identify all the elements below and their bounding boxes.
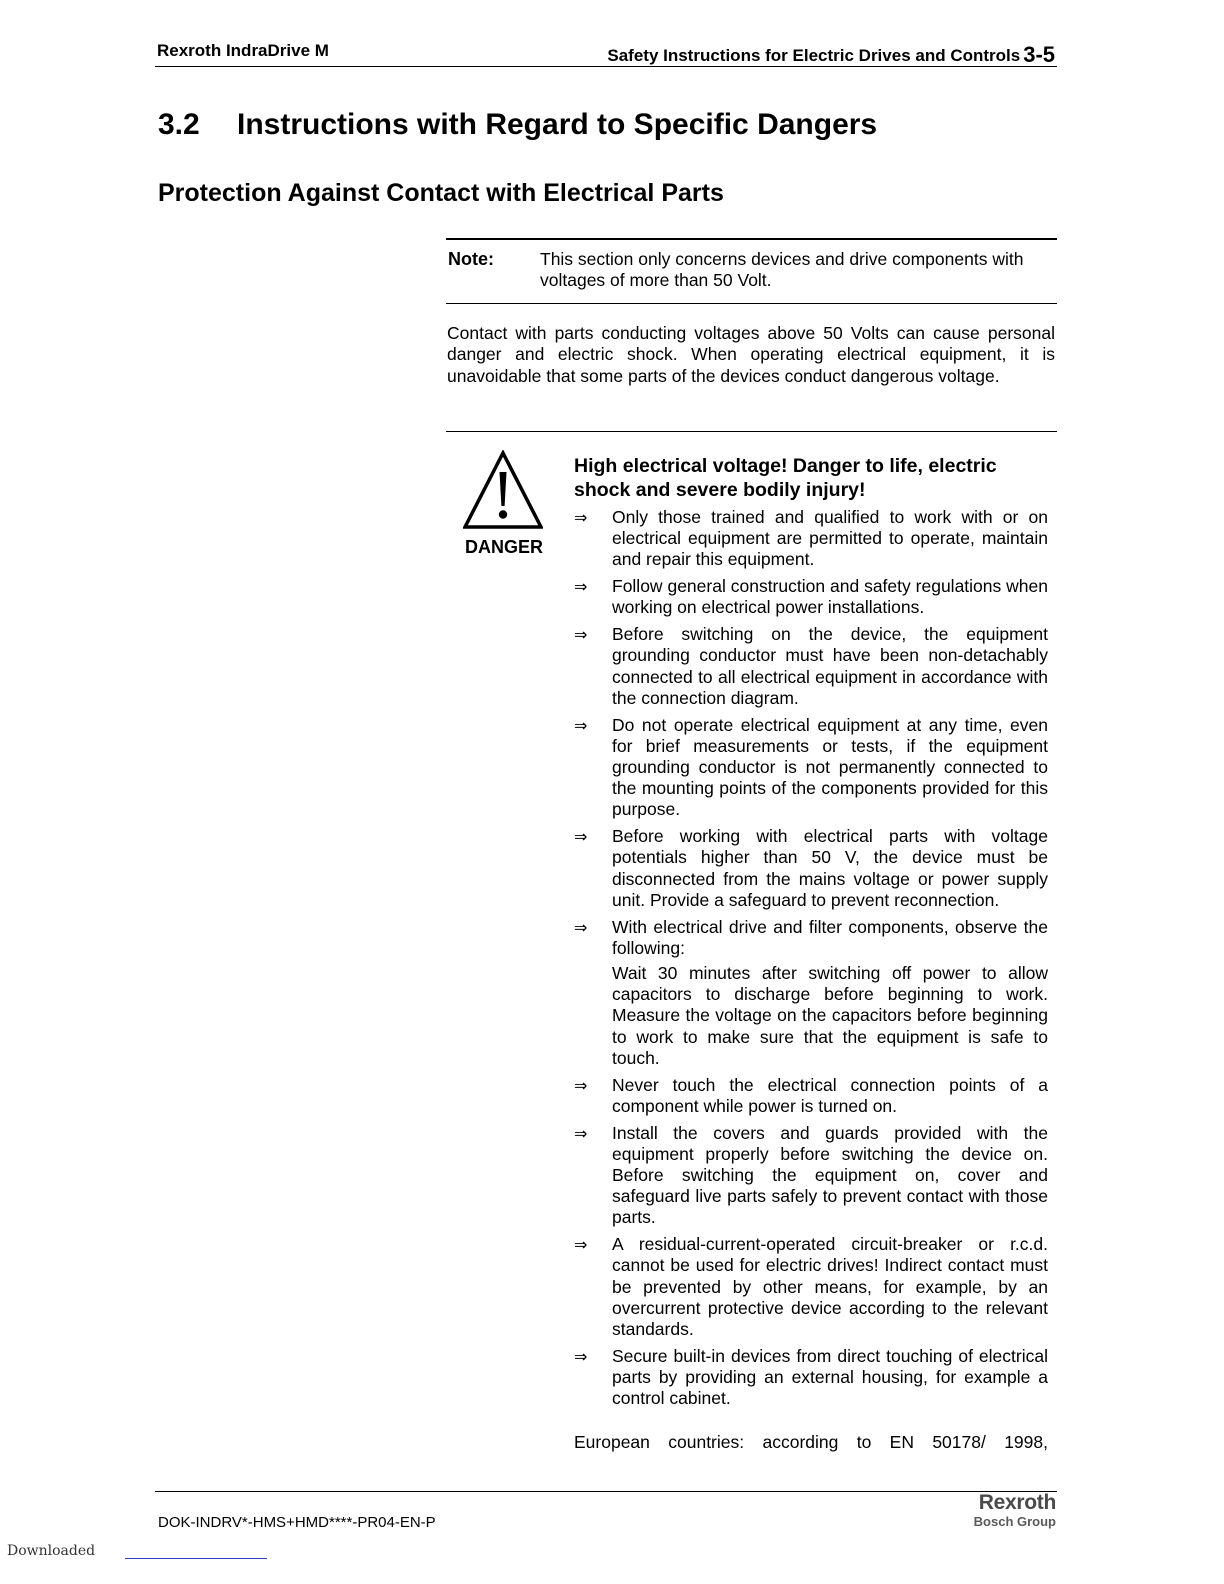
header-chapter-title [607, 41, 1055, 67]
list-item-extra-text: Wait 30 minutes after switching off power to allow capacitors to discharge before beginning to work. Measure the voltage on the capacitors before beginning to work to make sure that the equipment is safe to touch. [612, 963, 1048, 1068]
download-link-underline[interactable] [125, 1558, 267, 1559]
list-item-text: Never touch the electrical connection points of a component while power is turned on. [612, 1074, 1048, 1116]
note-text: This section only concerns devices and drive components with voltages of more than 50 Volt. [540, 249, 1024, 290]
arrow-bullet-icon: ⇒ [574, 508, 588, 527]
danger-label: DANGER [465, 537, 544, 557]
note-box [446, 238, 1057, 304]
arrow-bullet-icon: ⇒ [574, 827, 588, 847]
closing-text: European countries: according to EN 50178/ 1998, [574, 1432, 1048, 1452]
list-item-text: A residual-current-operated circuit-breaker or r.c.d. cannot be used for electric drives! Indirect contact must be prevented by other means, for example, by an overcurrent protective device according to the relevant standards. [612, 1234, 1048, 1340]
page-number: 3-5 [1023, 42, 1055, 67]
intro-paragraph: Contact with parts conducting voltages above 50 Volts can cause personal danger and electric shock. When operating electrical equipment, it is unavoidable that some parts of the devices conduct dangerous voltage. [447, 323, 1055, 386]
list-item [574, 1075, 1048, 1117]
danger-title: High electrical voltage! Danger to life, electric shock and severe bodily injury! [574, 455, 997, 501]
list-item-text: Follow general construction and safety regulations when working on electrical power installations. [612, 576, 1048, 618]
section-title: Instructions with Regard to Specific Dangers [237, 108, 878, 141]
footer-divider [155, 1491, 1057, 1492]
list-item [574, 1346, 1048, 1410]
list-item [574, 507, 1048, 571]
divider [446, 431, 1057, 432]
list-item-text: Before switching on the device, the equipment grounding conductor must have been non-detachably connected to all electrical equipment in accordance with the connection diagram. [612, 624, 1048, 708]
brand-name: Rexroth [978, 1491, 1056, 1514]
header-chapter-text: Safety Instructions for Electric Drives and Controls [607, 46, 1021, 65]
list-item [574, 624, 1048, 709]
arrow-bullet-icon: ⇒ [574, 1075, 588, 1095]
list-item-text: Do not operate electrical equipment at any time, even for brief measurements or tests, if the equipment grounding conductor is not permanently connected to the mounting points of the components provided for this purpose. [612, 714, 1048, 820]
subsection-heading: Protection Against Contact with Electrical Parts [158, 179, 724, 207]
warning-triangle-icon [463, 450, 543, 530]
page-header [155, 38, 1057, 67]
rexroth-logo [940, 1491, 1056, 1529]
arrow-bullet-icon: ⇒ [574, 715, 588, 735]
list-item [574, 1234, 1048, 1340]
brand-subtitle: Bosch Group [973, 1514, 1056, 1529]
arrow-bullet-icon: ⇒ [574, 1123, 588, 1143]
list-item-text: Before working with electrical parts with voltage potentials higher than 50 V, the device must be disconnected from the mains voltage or power supply unit. Provide a safeguard to prevent reconnection. [612, 826, 1048, 910]
arrow-bullet-icon: ⇒ [574, 917, 588, 937]
document-number: DOK-INDRV*-HMS+HMD****-PR04-EN-P [158, 1514, 436, 1531]
list-item [574, 917, 1048, 1069]
list-item-text: With electrical drive and filter components, observe the following: [612, 916, 1048, 958]
list-item-text: Secure built-in devices from direct touching of electrical parts by providing an external housing, for example a control cabinet. [612, 1345, 1048, 1409]
list-item-text: Only those trained and qualified to work with or on electrical equipment are permitted to operate, maintain and repair this equipment. [612, 507, 1048, 570]
list-item [574, 576, 1048, 618]
arrow-bullet-icon: ⇒ [574, 625, 588, 645]
arrow-bullet-icon: ⇒ [574, 1235, 588, 1255]
list-item [574, 1123, 1048, 1229]
list-item [574, 826, 1048, 911]
list-item-text: Install the covers and guards provided with the equipment properly before switching the device on. Before switching the equipment on, cover and safeguard live parts safely to prevent contact with those parts. [612, 1122, 1048, 1228]
arrow-bullet-icon: ⇒ [574, 577, 588, 597]
header-product-name: Rexroth IndraDrive M [157, 41, 329, 60]
section-number: 3.2 [158, 108, 200, 141]
downloaded-note: Downloaded [7, 1543, 96, 1559]
list-item [574, 715, 1048, 821]
section-heading [158, 108, 877, 142]
note-label: Note: [448, 249, 494, 269]
danger-instructions-list [574, 507, 1048, 1415]
arrow-bullet-icon: ⇒ [574, 1346, 588, 1366]
